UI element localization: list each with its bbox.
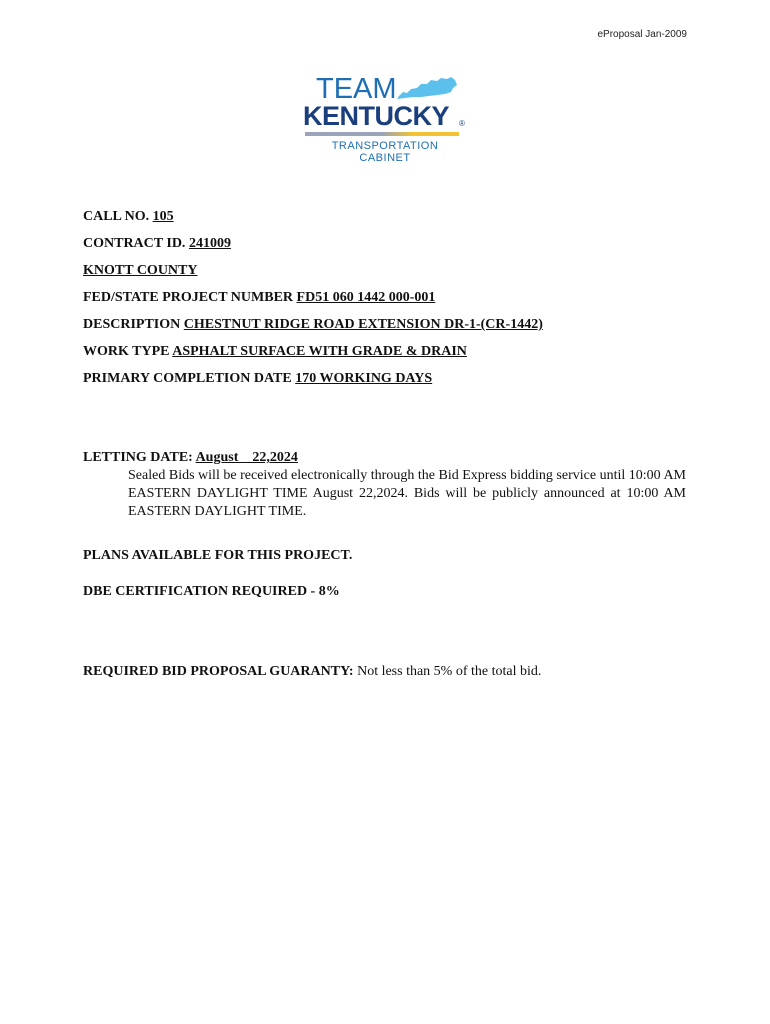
call-number-value: 105 <box>152 209 174 224</box>
call-number-label: CALL NO. <box>83 209 150 224</box>
team-kentucky-logo <box>303 74 471 170</box>
county <box>83 263 197 279</box>
contract-id-value: 241009 <box>188 236 231 251</box>
letting-date-value: August 22,2024 <box>195 450 298 465</box>
bid-guaranty-label: REQUIRED BID PROPOSAL GUARANTY: <box>83 664 354 679</box>
kentucky-state-icon <box>393 76 459 102</box>
completion-date-value: 170 WORKING DAYS <box>295 371 433 386</box>
registered-mark: ® <box>459 119 465 128</box>
eproposal-version: eProposal Jan-2009 <box>597 29 687 40</box>
logo-divider-bar <box>305 132 459 136</box>
work-type-label: WORK TYPE <box>83 344 170 359</box>
bid-submission-text: Sealed Bids will be received electronically through the Bid Express bidding service until 10:00 AM EASTERN DAYLIGHT TIME August 22,2024. Bids will be publicly announced at 10:00 AM EASTERN DAYLIGHT TIME. <box>128 468 686 519</box>
project-number-value: FD51 060 1442 000-001 <box>296 290 436 305</box>
description-label: DESCRIPTION <box>83 317 181 332</box>
county-value: KNOTT COUNTY <box>83 263 198 278</box>
project-number-label: FED/STATE PROJECT NUMBER <box>83 290 294 305</box>
dbe-certification: DBE CERTIFICATION REQUIRED - 8% <box>83 584 340 599</box>
contract-id <box>83 236 231 252</box>
letting-date-label: LETTING DATE: <box>83 450 193 465</box>
logo-kentucky-text: KENTUCKY <box>303 101 450 131</box>
bid-guaranty <box>83 664 541 680</box>
completion-date <box>83 371 432 387</box>
logo-team-text: TEAM <box>316 73 397 105</box>
call-number <box>83 209 174 225</box>
work-type <box>83 344 467 360</box>
letting-date <box>83 450 298 466</box>
project-number <box>83 290 435 306</box>
plans-available: PLANS AVAILABLE FOR THIS PROJECT. <box>83 548 353 563</box>
logo-cabinet-text <box>303 140 467 164</box>
work-type-value: ASPHALT SURFACE WITH GRADE & DRAIN <box>172 344 467 359</box>
completion-date-label: PRIMARY COMPLETION DATE <box>83 371 292 386</box>
contract-id-label: CONTRACT ID. <box>83 236 186 251</box>
logo-cabinet-line2: CABINET <box>359 152 411 164</box>
description <box>83 317 543 333</box>
bid-guaranty-value: Not less than 5% of the total bid. <box>357 664 542 679</box>
logo-cabinet-line1: TRANSPORTATION <box>331 140 439 152</box>
description-value: CHESTNUT RIDGE ROAD EXTENSION DR-1-(CR-1442) <box>183 317 543 332</box>
